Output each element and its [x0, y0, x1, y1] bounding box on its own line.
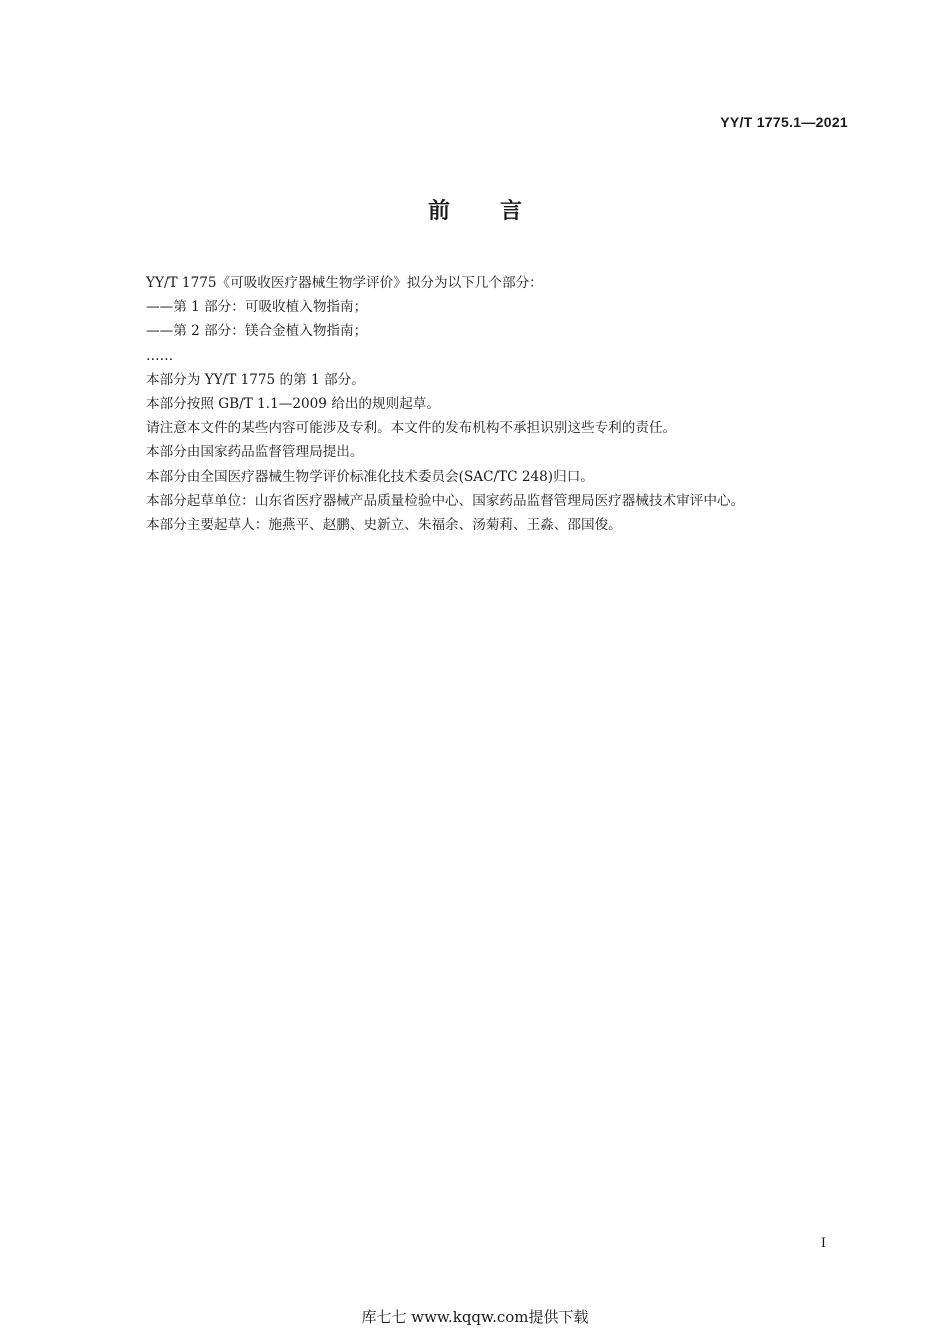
paragraph-proposer: 本部分由国家药品监督管理局提出。 [146, 444, 364, 461]
paragraph-part-2: ——第 2 部分：镁合金植入物指南； [146, 323, 368, 340]
standard-code: YY/T 1775.1—2021 [720, 114, 848, 130]
paragraph-ellipsis: …… [146, 347, 174, 364]
paragraph-part-1: ——第 1 部分：可吸收植入物指南； [146, 299, 368, 316]
paragraph-drafting-units: 本部分起草单位：山东省医疗器械产品质量检验中心、国家药品监督管理局医疗器械技术审评中心。 [146, 492, 745, 509]
paragraph-drafters: 本部分主要起草人：施燕平、赵鹏、史新立、朱福余、汤菊莉、王淼、邵国俊。 [146, 517, 622, 534]
paragraph-patent-notice: 请注意本文件的某些内容可能涉及专利。本文件的发布机构不承担识别这些专利的责任。 [146, 420, 677, 437]
paragraph-parts-intro: YY/T 1775《可吸收医疗器械生物学评价》拟分为以下几个部分： [146, 275, 543, 291]
paragraph-committee: 本部分由全国医疗器械生物学评价标准化技术委员会(SAC/TC 248)归口。 [146, 468, 594, 485]
page-number: I [820, 1236, 826, 1251]
paragraph-part-statement: 本部分为 YY/T 1775 的第 1 部分。 [146, 371, 365, 388]
download-watermark: 库七七 www.kqqw.com提供下载 [361, 1308, 589, 1326]
page-title: 前言 [427, 199, 572, 224]
foreword-body [117, 271, 850, 537]
paragraph-drafting-rules: 本部分按照 GB/T 1.1—2009 给出的规则起草。 [146, 396, 440, 413]
